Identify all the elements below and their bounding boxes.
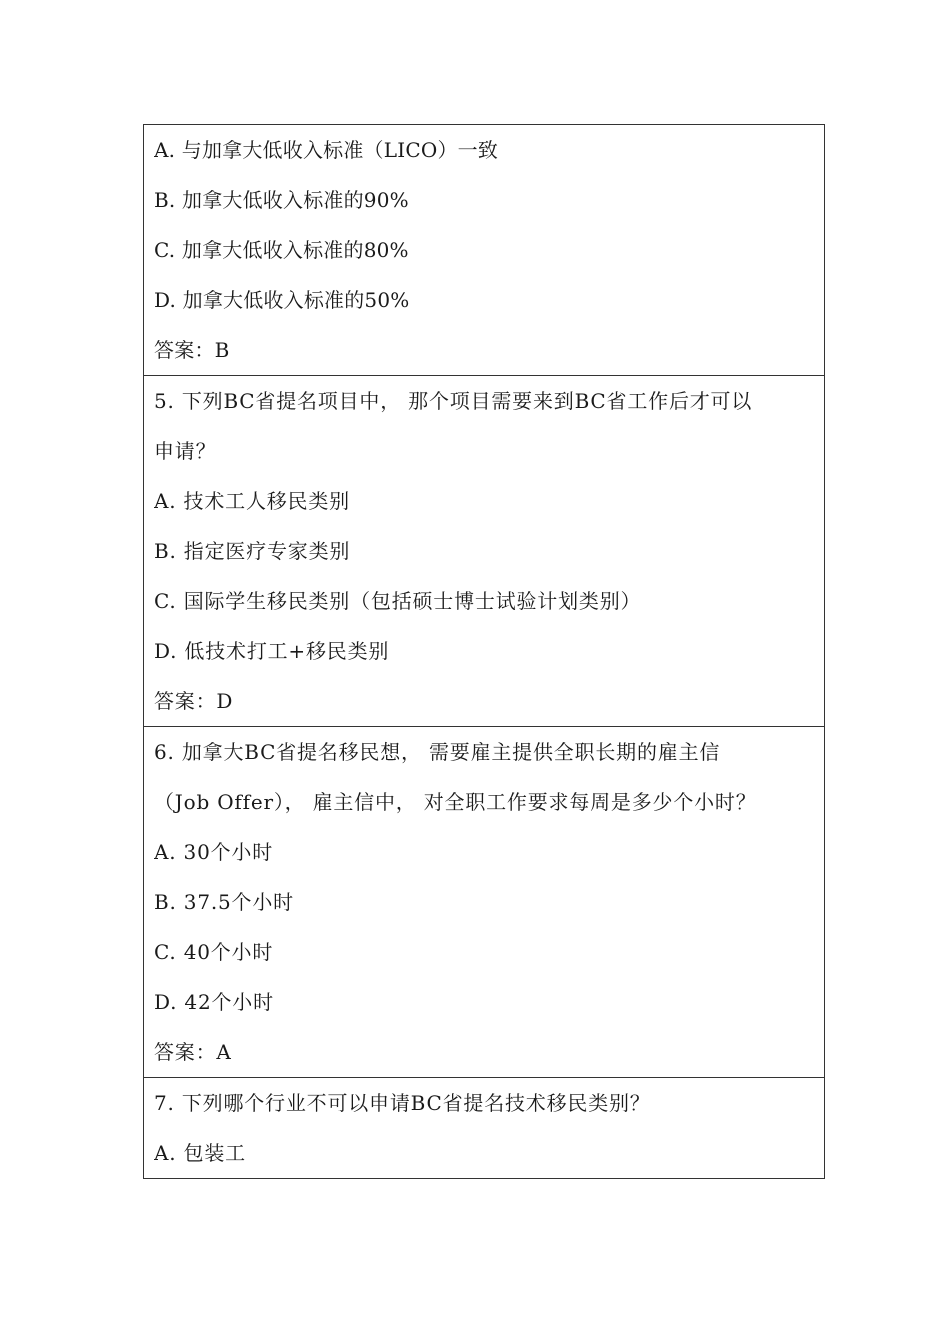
option-c: C. 国际学生移民类别（包括硕士博士试验计划类别）: [154, 589, 642, 613]
question-6: [144, 726, 824, 1077]
question-text-continued: （Job Offer）， 雇主信中， 对全职工作要求每周是多少个小时？: [154, 790, 757, 814]
question-5: [144, 375, 824, 726]
question-text: 6. 加拿大BC省提名移民想， 需要雇主提供全职长期的雇主信: [154, 740, 721, 764]
option-b: B. 加拿大低收入标准的90%: [154, 188, 409, 212]
answer: 答案：A: [154, 1040, 232, 1064]
option-a: A. 30个小时: [154, 840, 274, 864]
option-a: A. 技术工人移民类别: [154, 489, 350, 513]
answer: 答案：B: [154, 338, 230, 362]
option-d: D. 42个小时: [154, 990, 274, 1014]
option-b: B. 指定医疗专家类别: [154, 539, 351, 563]
option-b: B. 37.5个小时: [154, 890, 294, 914]
question-7: [144, 1077, 824, 1178]
option-a: A. 与加拿大低收入标准（LICO）一致: [154, 138, 499, 162]
question-table: [143, 124, 825, 1179]
question-text-continued: 申请？: [154, 439, 217, 463]
option-c: C. 加拿大低收入标准的80%: [154, 238, 409, 262]
option-c: C. 40个小时: [154, 940, 274, 964]
question-text: 5. 下列BC省提名项目中， 那个项目需要来到BC省工作后才可以: [154, 389, 753, 413]
option-d: D. 加拿大低收入标准的50%: [154, 288, 410, 312]
answer: 答案：D: [154, 689, 234, 713]
option-d: D. 低技术打工+移民类别: [154, 639, 390, 663]
question-text: 7. 下列哪个行业不可以申请BC省提名技术移民类别？: [154, 1091, 651, 1115]
question-4-options: [144, 125, 824, 375]
option-a: A. 包装工: [154, 1141, 246, 1165]
